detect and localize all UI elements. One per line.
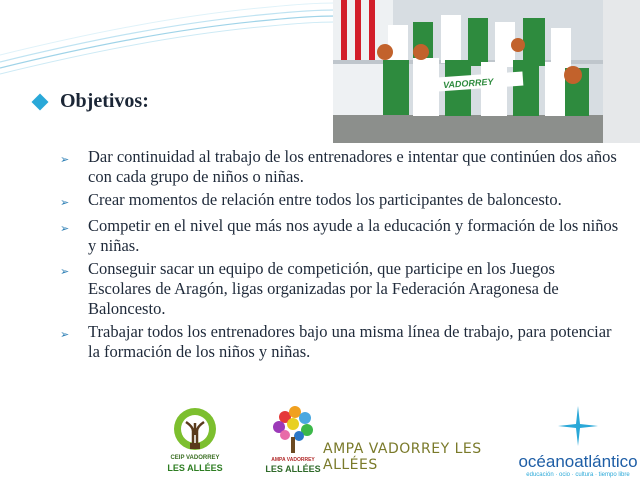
bullet-text: Trabajar todos los entrenadores bajo una misma línea de trabajo, para potenciar la formación de los niños y niñas.	[88, 322, 612, 361]
arrow-bullet-icon: ➢	[60, 328, 70, 341]
list-item	[60, 147, 620, 187]
diamond-bullet-icon	[32, 93, 49, 110]
arrow-bullet-icon: ➢	[60, 222, 70, 235]
bullet-text: Conseguir sacar un equipo de competición, que participe en los Juegos Escolares de Aragón, ligas organizadas por la Federación Aragonesa de Baloncesto.	[88, 259, 559, 318]
list-item	[60, 190, 620, 213]
oceano-logo	[516, 402, 640, 480]
ceip-logo	[160, 405, 230, 477]
list-item	[60, 322, 620, 362]
list-item	[60, 216, 620, 256]
bullet-text: Competir en el nivel que más nos ayude a la educación y formación de los niños y niñas.	[88, 216, 619, 255]
bullet-text: Dar continuidad al trabajo de los entrenadores e intentar que continúen dos años con cada grupo de niños o niñas.	[88, 147, 617, 186]
list-item	[60, 259, 620, 319]
oceano-tagline: educación · ocio · cultura · tiempo libre	[526, 472, 630, 478]
colorful-tree-icon	[265, 403, 321, 457]
bullet-text: Crear momentos de relación entre todos los participantes de baloncesto.	[88, 190, 562, 209]
ampa-logo	[265, 403, 495, 479]
heading-row	[34, 90, 149, 113]
ampa-small-line1: AMPA VADORREY	[271, 457, 315, 463]
arrow-bullet-icon: ➢	[60, 265, 70, 278]
star-icon	[516, 402, 640, 450]
ampa-title: AMPA VADORREY LES ALLÉES	[323, 441, 482, 473]
slide-heading: Objetivos:	[60, 90, 149, 112]
arrow-bullet-icon: ➢	[60, 196, 70, 209]
team-photo	[333, 0, 640, 143]
ceip-line1: CEIP VADORREY	[170, 455, 220, 461]
oceano-name: océanoatlántico	[518, 452, 638, 471]
objectives-list	[60, 147, 620, 365]
banner-text: VADORREY	[442, 76, 494, 91]
ceip-line2: LES ALLÉES	[167, 463, 223, 473]
ampa-small-line2: LES ALLÉES	[265, 464, 321, 474]
arrow-bullet-icon: ➢	[60, 153, 70, 166]
tree-icon	[160, 405, 230, 455]
